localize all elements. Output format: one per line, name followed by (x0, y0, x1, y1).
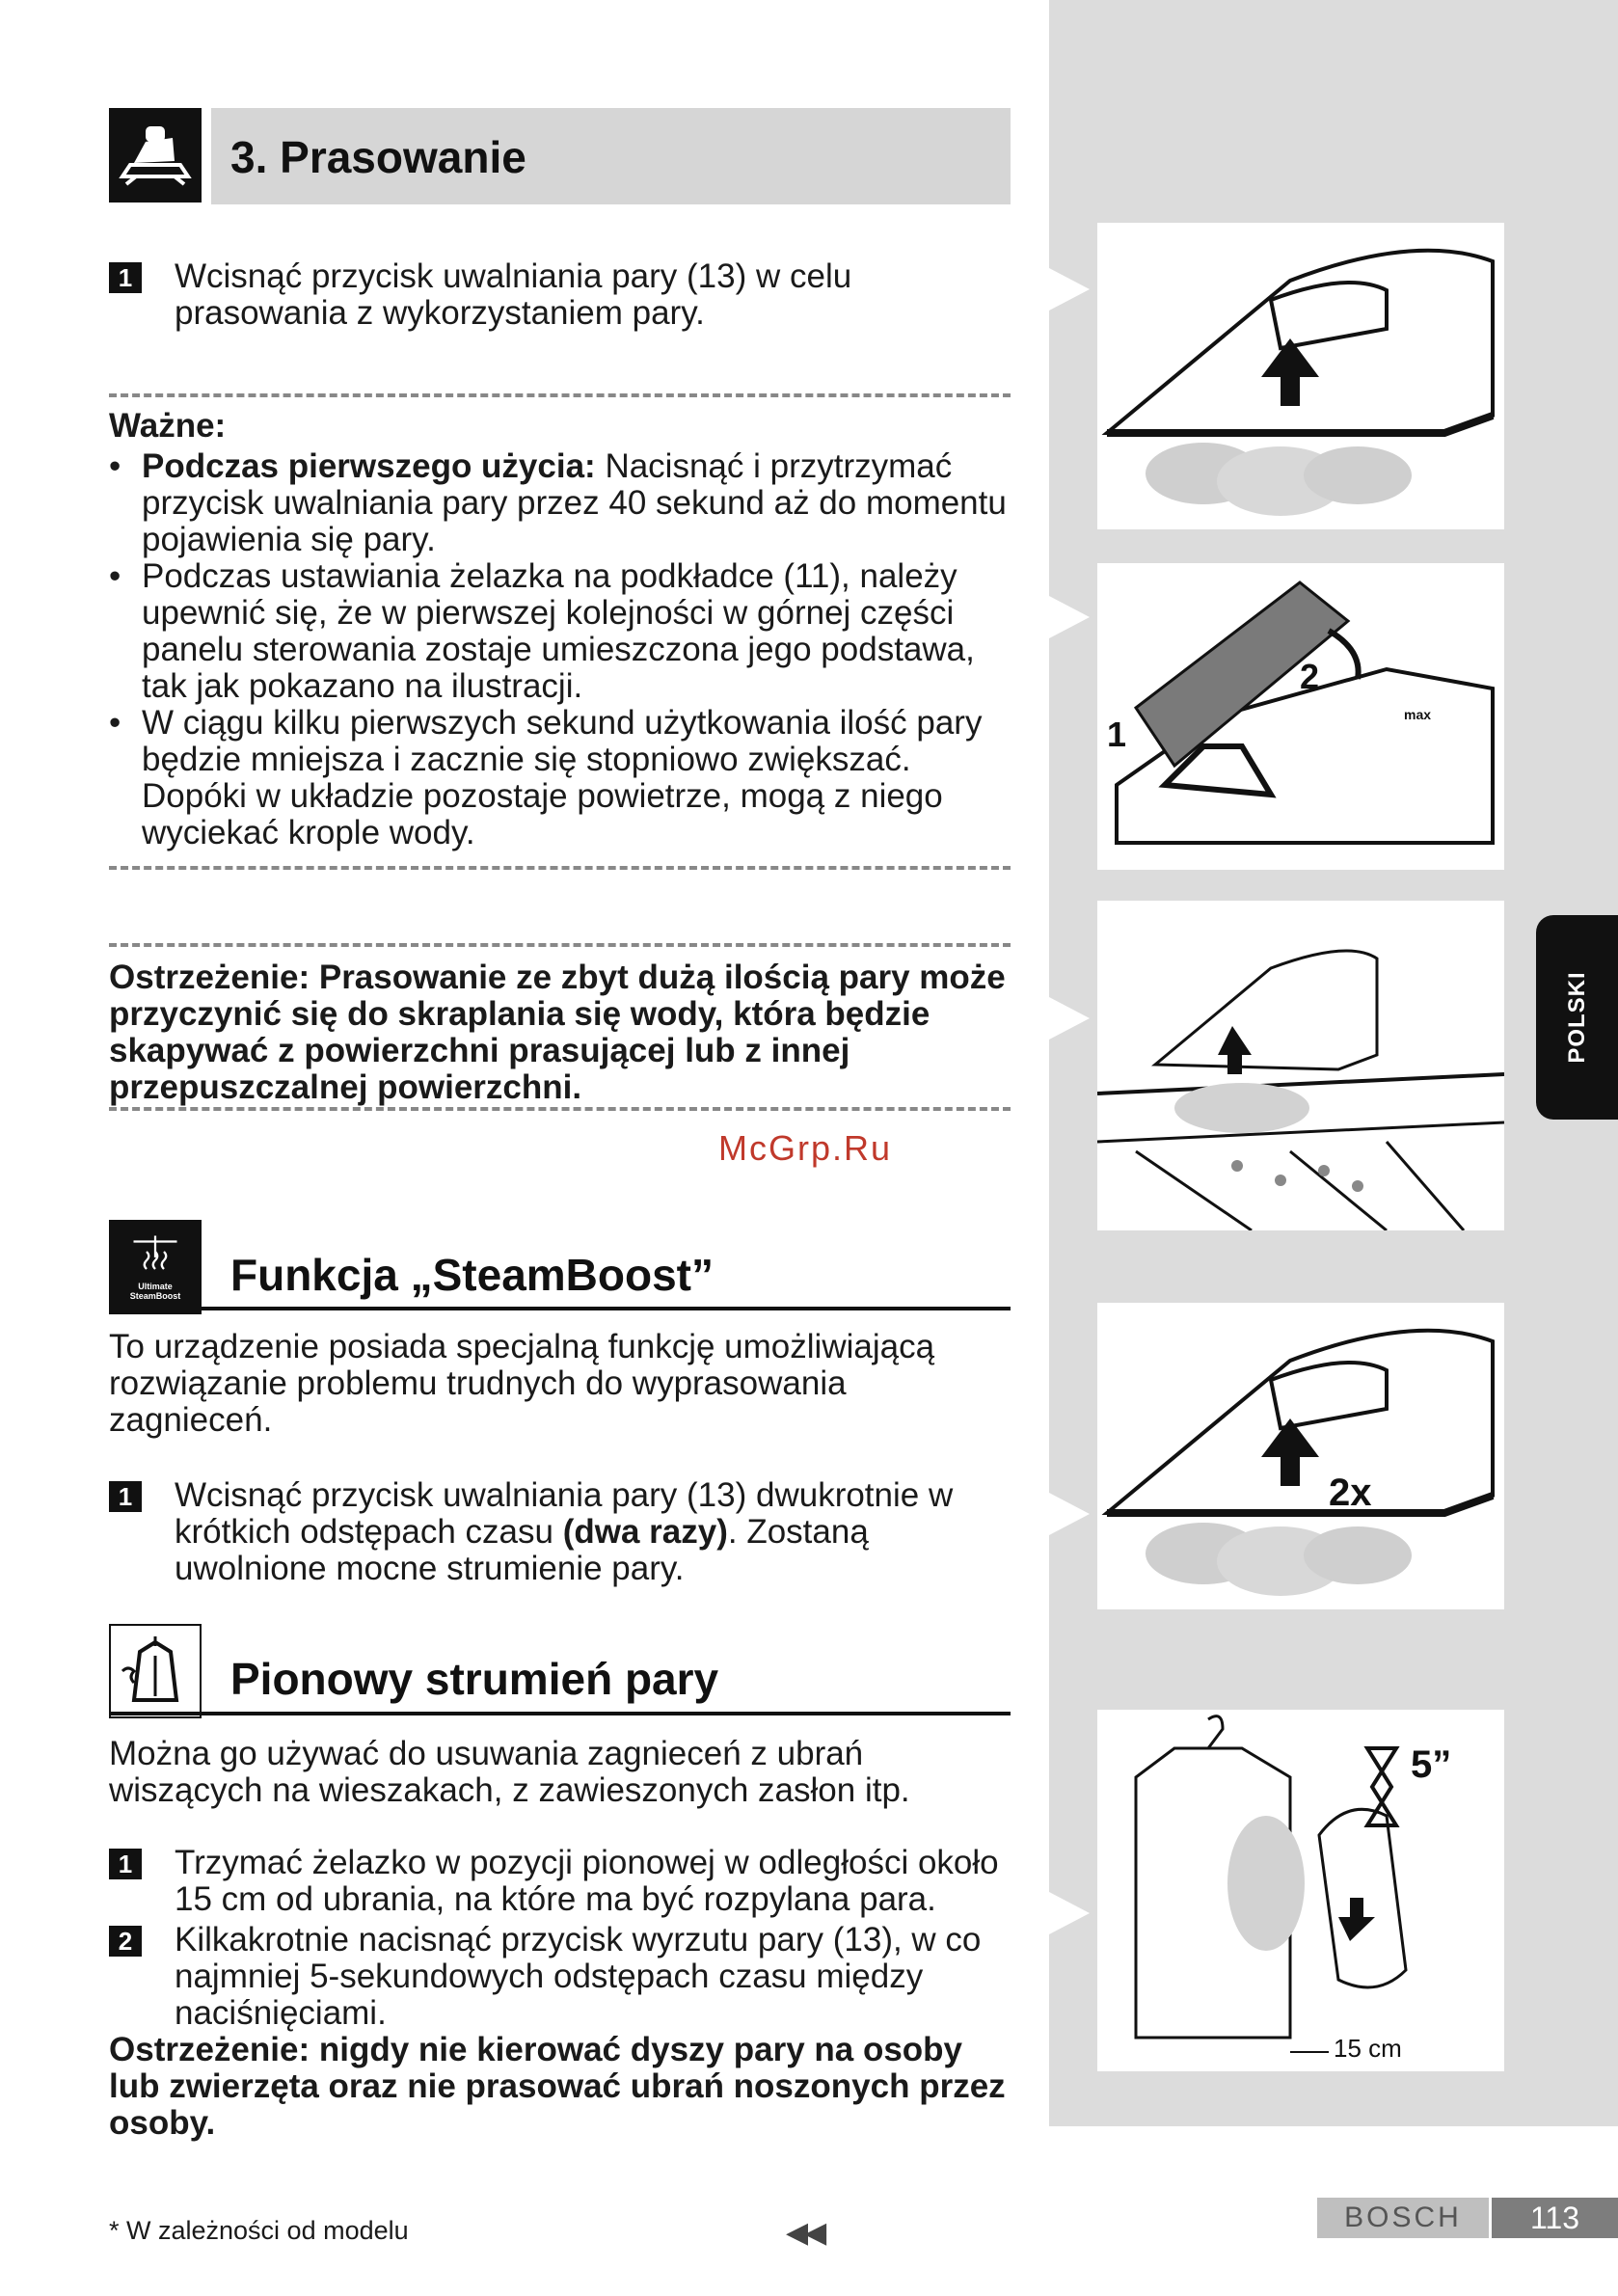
illustration-vertical-steam (1097, 1710, 1504, 2071)
section-rule (109, 1712, 1011, 1715)
page-number: 113 (1492, 2198, 1618, 2238)
illustration-pointer (1049, 268, 1090, 311)
step-text-bold: (dwa razy) (562, 1513, 728, 1551)
dashed-divider (109, 866, 1011, 870)
bullet-text: Nacisnąć i przytrzymać przycisk uwalniania pary przez 40 sekund aż do momentu pojawienia się pary. (142, 447, 1007, 558)
important-label: Ważne: (109, 407, 227, 445)
step-text (175, 1477, 1023, 1587)
section-header-steamboost (109, 1220, 1011, 1316)
illustration-steamboost (1097, 1303, 1504, 1609)
language-tab-label: POLSKI (1563, 971, 1590, 1064)
steamboost-intro: To urządzenie posiada specjalną funkcję umożliwiającą rozwiązanie problemu trudnych do wyprasowania zagnieceń. (109, 1328, 935, 1439)
bullet-text: Podczas ustawiania żelazka na podkładce (11), należy upewnić się, że w pierwszej kolejności w górnej części panelu sterowania zostaje umieszczona jego podstawa, tak jak pokazano na ilustracji. (142, 557, 975, 705)
important-list (109, 448, 1011, 851)
section-rule (109, 1307, 1011, 1310)
list-item (109, 448, 1011, 558)
vertical-intro: Można go używać do usuwania zagnieceń z ubrań wiszących na wieszakach, z zawieszonych zasłon itp. (109, 1735, 910, 1809)
list-item (109, 558, 1011, 705)
illustration-label: 2 (1300, 657, 1320, 696)
bullet-bold-text: Podczas pierwszego użycia: (142, 447, 596, 485)
illustration-label: 15 cm (1334, 2034, 1402, 2063)
brand-label: BOSCH (1317, 2198, 1489, 2238)
step-number: 1 (109, 262, 142, 293)
warning-text: Ostrzeżenie: nigdy nie kierować dyszy pary na osoby lub zwierzęta oraz nie prasować ubrań noszonych przez osoby. (109, 2031, 1006, 2142)
illustration-pointer (1049, 997, 1090, 1040)
step-number: 1 (109, 1849, 142, 1879)
step-number: 1 (109, 1481, 142, 1512)
iron-on-board-icon (109, 108, 202, 203)
step-text: Wcisnąć przycisk uwalniania pary (13) w celu prasowania z wykorzystaniem pary. (175, 257, 852, 332)
bullet-text: W ciągu kilku pierwszych sekund użytkowania ilość pary będzie mniejsza i zacznie się stopniowo zwiększać. Dopóki w układzie pozostaje powietrze, mogą z niego wyciekać krople wody. (142, 704, 983, 851)
section-header-vertical (109, 1624, 1011, 1720)
illustration-label: 5” (1411, 1743, 1452, 1786)
dashed-divider (109, 943, 1011, 947)
previous-page-icon[interactable]: ◀◀ (786, 2217, 823, 2249)
illustration-label: 1 (1107, 715, 1127, 754)
illustration-pointer (1049, 1493, 1090, 1535)
illustration-pointer (1049, 1892, 1090, 1934)
steamboost-icon (109, 1220, 202, 1314)
section-title: Funkcja „SteamBoost” (230, 1250, 714, 1300)
step-text: Trzymać żelazko w pozycji pionowej w odległości około 15 cm od ubrania, na które ma być rozpylana para. (175, 1844, 999, 1918)
dashed-divider (109, 393, 1011, 397)
section-header-ironing (109, 108, 1011, 204)
footnote: * W zależności od modelu (109, 2216, 409, 2245)
illustration-label: 2x (1329, 1472, 1372, 1514)
vertical-steam-jacket-icon (109, 1624, 202, 1718)
watermark: McGrp.Ru (718, 1128, 893, 1168)
max-mark: max (1404, 707, 1432, 722)
list-item (109, 705, 1011, 851)
warning-text: Ostrzeżenie: Prasowanie ze zbyt dużą ilością pary może przyczynić się do skraplania się wody, która będzie skapywać z powierzchni prasującej lub z innej przepuszczalnej powierzchni. (109, 959, 1006, 1106)
illustration-pointer (1049, 596, 1090, 638)
step-text-part: . Zostaną uwolnione mocne strumienie pary. (175, 1513, 869, 1587)
step-text: Kilkakrotnie nacisnąć przycisk wyrzutu pary (13), w co najmniej 5-sekundowych odstępach czasu między naciśnięciami. (175, 1921, 982, 2032)
illustration-steam-ironing (1097, 223, 1504, 529)
illustration-water-drips (1097, 901, 1504, 1230)
step-text-part: Wcisnąć przycisk uwalniania pary (13) dwukrotnie w krótkich odstępach czasu (175, 1476, 954, 1551)
language-tab (1536, 915, 1618, 1120)
illustration-iron-on-base (1097, 563, 1504, 870)
dashed-divider (109, 1107, 1011, 1111)
section-title: 3. Prasowanie (230, 132, 526, 182)
step-number: 2 (109, 1926, 142, 1957)
section-title-bar (211, 108, 1011, 204)
section-title: Pionowy strumień pary (230, 1654, 719, 1704)
steamboost-icon-label: Ultimate SteamBoost (129, 1282, 181, 1301)
